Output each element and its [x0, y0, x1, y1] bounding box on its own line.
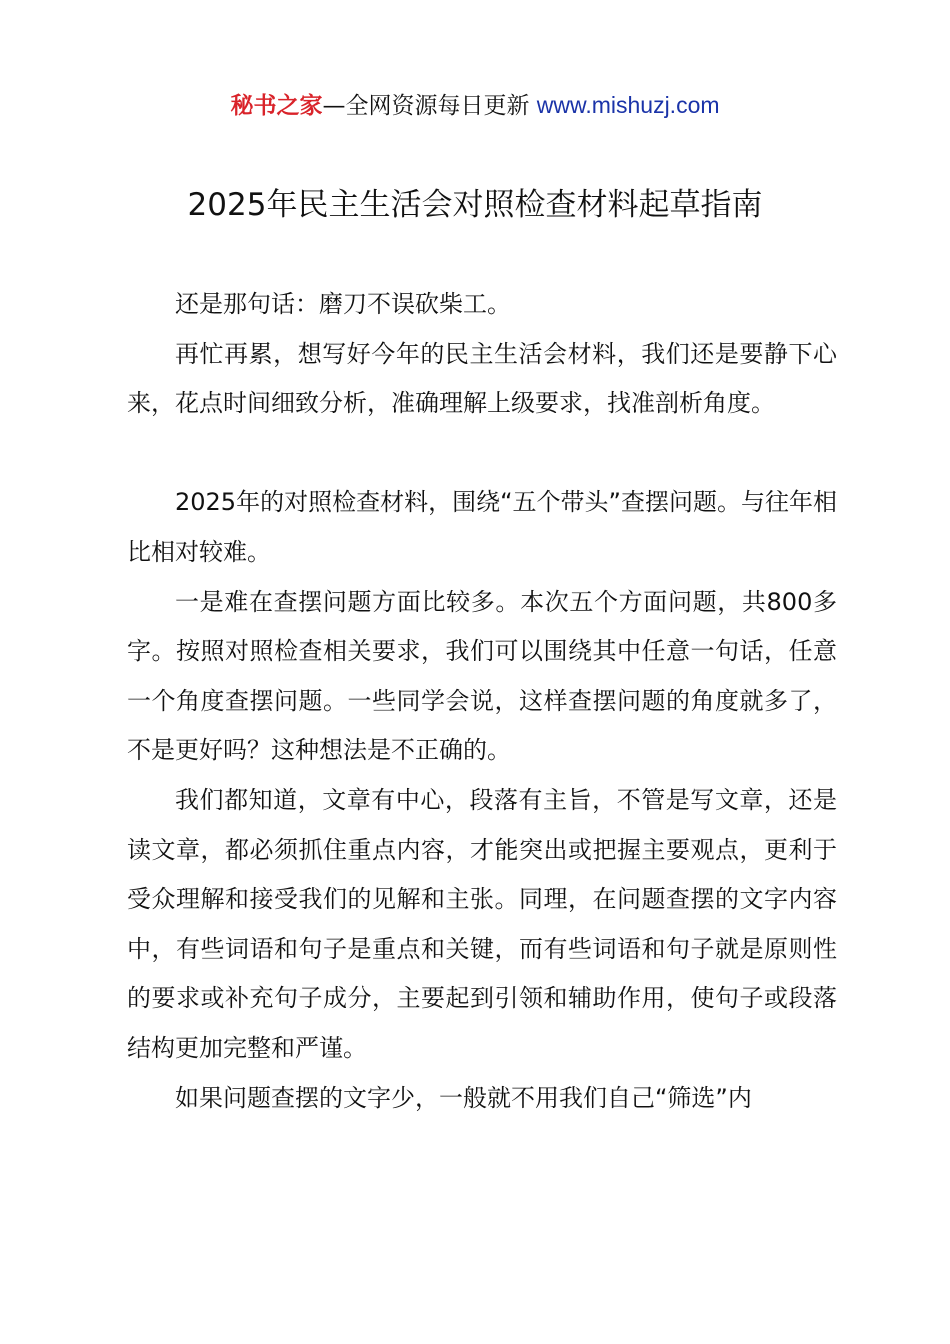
- paragraph-5: 我们都知道，文章有中心，段落有主旨，不管是写文章，还是读文章，都必须抓住重点内容，才能突出或把握主要观点，更利于受众理解和接受我们的见解和主张。同理，在问题查摆的文字内容中，有些词语和句子是重点和关键，而有些词语和句子就是原则性的要求或补充句子成分，主要起到引领和辅助作用，使句子或段落结构更加完整和严谨。: [127, 785, 837, 1062]
- document-title: 2025年民主生活会对照检查材料起草指南: [187, 187, 763, 223]
- site-tagline: —全网资源每日更新: [322, 93, 530, 119]
- paragraph-1: 还是那句话：磨刀不误砍柴工。: [175, 290, 511, 318]
- paragraph-4: 一是难在查摆问题方面比较多。本次五个方面问题，共800多字。按照对照检查相关要求，我们可以围绕其中任意一句话，任意一个角度查摆问题。一些同学会说，这样查摆问题的角度就多了，不是更好吗？这种想法是不正确的。: [127, 587, 837, 765]
- paragraph-6: 如果问题查摆的文字少，一般就不用我们自己“筛选”内: [175, 1083, 752, 1112]
- site-url[interactable]: www.mishuzj.com: [536, 92, 720, 118]
- paragraph-2: 再忙再累，想写好今年的民主生活会材料，我们还是要静下心来，花点时间细致分析，准确理解上级要求，找准剖析角度。: [127, 339, 837, 418]
- site-brand: 秘书之家: [230, 93, 323, 119]
- paragraph-3: 2025年的对照检查材料，围绕“五个带头”查摆问题。与往年相比相对较难。: [127, 488, 837, 566]
- document-body: [127, 280, 837, 1123]
- site-header: [0, 88, 950, 123]
